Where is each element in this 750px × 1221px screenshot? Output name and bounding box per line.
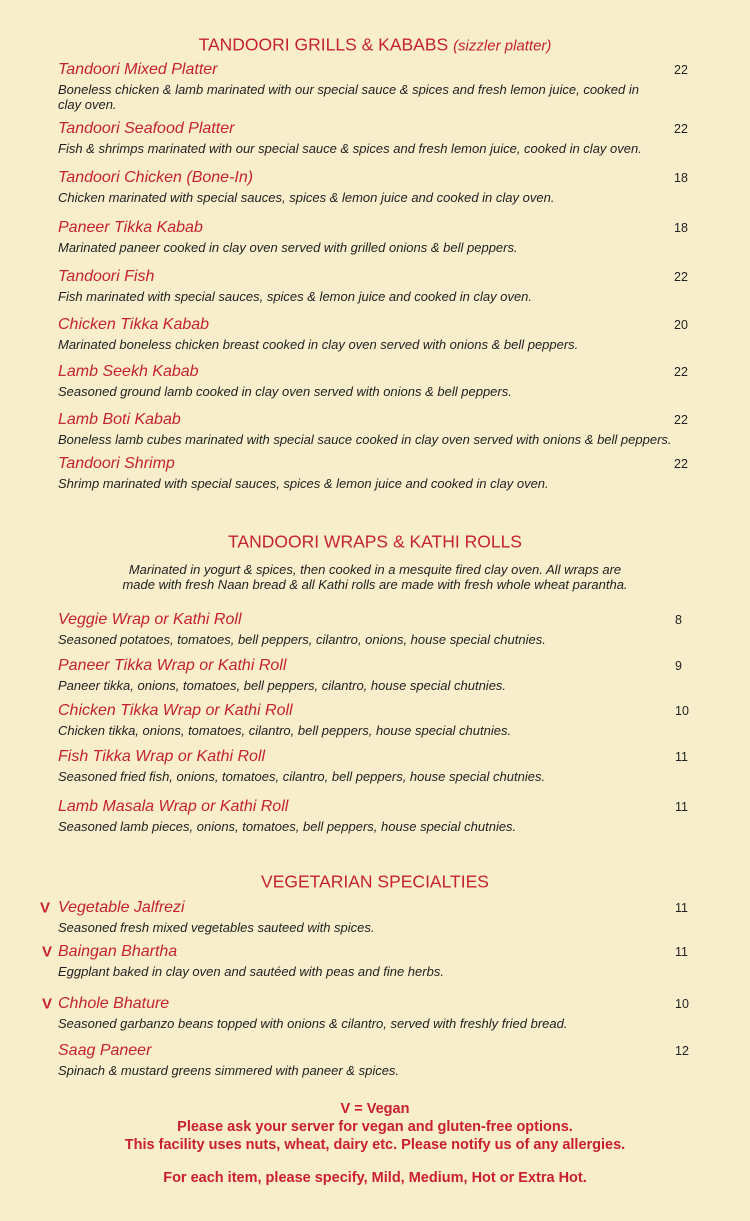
footer-note: Please ask your server for vegan and gluten-free options.	[177, 1119, 573, 1135]
menu-item-name: Tandoori Chicken (Bone-In)	[58, 169, 254, 186]
menu-item-price: 12	[675, 1044, 689, 1058]
menu-item-description: Marinated paneer cooked in clay oven served with grilled onions & bell peppers.	[58, 240, 518, 255]
intro-line: made with fresh Naan bread & all Kathi rolls are made with fresh whole wheat parantha.	[122, 577, 628, 592]
footer-note: For each item, please specify, Mild, Medium, Hot or Extra Hot.	[163, 1170, 587, 1186]
menu-item-name: Chhole Bhature	[58, 995, 170, 1012]
menu-item-price: 11	[675, 945, 688, 959]
section-title-text: TANDOORI GRILLS & KABABS	[198, 34, 449, 55]
menu-item-description: Shrimp marinated with special sauces, spices & lemon juice and cooked in clay oven.	[58, 476, 549, 491]
menu-item-price: 22	[674, 365, 688, 379]
section-title-grills	[0, 35, 750, 56]
menu-item-description: Seasoned garbanzo beans topped with onions & cilantro, served with freshly fried bread.	[58, 1016, 568, 1031]
menu-item-price: 11	[675, 750, 688, 764]
menu-item-description: Seasoned lamb pieces, onions, tomatoes, bell peppers, house special chutnies.	[58, 819, 517, 834]
menu-item-description: Spinach & mustard greens simmered with paneer & spices.	[58, 1063, 400, 1078]
menu-item-price: 8	[675, 613, 682, 627]
menu-item-name: Chicken Tikka Kabab	[58, 316, 210, 333]
menu-item-name: Veggie Wrap or Kathi Roll	[58, 611, 242, 628]
section-title-vegetarian: VEGETARIAN SPECIALTIES	[261, 871, 489, 892]
menu-item-description: Seasoned potatoes, tomatoes, bell peppers, cilantro, onions, house special chutnies.	[58, 632, 546, 647]
section-subtitle: (sizzler platter)	[453, 37, 552, 55]
menu-item-price: 11	[675, 800, 688, 814]
menu-item-description: Fish & shrimps marinated with our special sauce & spices and fresh lemon juice, cooked in clay oven.	[58, 141, 642, 156]
menu-item-price: 11	[675, 901, 688, 915]
menu-item-price: 22	[674, 122, 688, 136]
menu-item-price: 18	[674, 171, 688, 185]
menu-item-description: Chicken marinated with special sauces, spices & lemon juice and cooked in clay oven.	[58, 190, 555, 205]
menu-item-price: 20	[674, 318, 688, 332]
menu-item-name: Tandoori Mixed Platter	[58, 61, 218, 78]
menu-item-name: Paneer Tikka Wrap or Kathi Roll	[58, 657, 287, 674]
menu-item-description: Seasoned fried fish, onions, tomatoes, cilantro, bell peppers, house special chutnies.	[58, 769, 546, 784]
menu-item-description: Paneer tikka, onions, tomatoes, bell peppers, cilantro, house special chutnies.	[58, 678, 507, 693]
menu-item-price: 22	[674, 270, 688, 284]
menu-item-description: Marinated boneless chicken breast cooked in clay oven served with onions & bell peppers.	[58, 337, 579, 352]
menu-item-name: Baingan Bhartha	[58, 943, 178, 960]
menu-item-name: Fish Tikka Wrap or Kathi Roll	[58, 748, 266, 765]
section-intro	[0, 562, 750, 592]
vegan-legend: V = Vegan	[340, 1101, 410, 1117]
menu-item-description: Chicken tikka, onions, tomatoes, cilantro, bell peppers, house special chutnies.	[58, 723, 512, 738]
menu-item-name: Lamb Masala Wrap or Kathi Roll	[58, 798, 289, 815]
menu-item-name: Lamb Seekh Kabab	[58, 363, 199, 380]
menu-item-description: Boneless chicken & lamb marinated with our special sauce & spices and fresh lemon juice, cooked in clay oven.	[58, 82, 639, 112]
menu-item-price: 10	[675, 997, 689, 1011]
menu-item-name: Tandoori Fish	[58, 268, 155, 285]
vegan-marker: V	[42, 995, 53, 1013]
vegan-marker: V	[42, 943, 53, 961]
menu-item-price: 18	[674, 221, 688, 235]
menu-item-name: Tandoori Shrimp	[58, 455, 175, 472]
menu-item-name: Paneer Tikka Kabab	[58, 219, 203, 236]
menu-item-description: Eggplant baked in clay oven and sautéed with peas and fine herbs.	[58, 964, 444, 979]
menu-item-name: Tandoori Seafood Platter	[58, 120, 235, 137]
footer-note: This facility uses nuts, wheat, dairy etc. Please notify us of any allergies.	[124, 1137, 626, 1153]
menu-item-price: 22	[674, 63, 688, 77]
menu-item-name: Chicken Tikka Wrap or Kathi Roll	[58, 702, 293, 719]
menu-item-price: 9	[675, 659, 682, 673]
menu-item-price: 22	[674, 413, 688, 427]
menu-item-name: Vegetable Jalfrezi	[58, 899, 185, 916]
intro-line: Marinated in yogurt & spices, then cooked in a mesquite fired clay oven. All wraps are	[128, 562, 622, 577]
menu-item-price: 22	[674, 457, 688, 471]
menu-item-name: Lamb Boti Kabab	[58, 411, 181, 428]
menu-item-description: Seasoned fresh mixed vegetables sauteed with spices.	[58, 920, 375, 935]
menu-item-description: Seasoned ground lamb cooked in clay oven served with onions & bell peppers.	[58, 384, 512, 399]
menu-item-price: 10	[675, 704, 689, 718]
menu-item-description: Fish marinated with special sauces, spices & lemon juice and cooked in clay oven.	[58, 289, 533, 304]
section-title-wraps: TANDOORI WRAPS & KATHI ROLLS	[228, 531, 522, 552]
menu-item-description: Boneless lamb cubes marinated with special sauce cooked in clay oven served with onions & bell peppers.	[58, 432, 672, 447]
vegan-marker: V	[40, 899, 51, 917]
menu-item-name: Saag Paneer	[58, 1042, 152, 1059]
